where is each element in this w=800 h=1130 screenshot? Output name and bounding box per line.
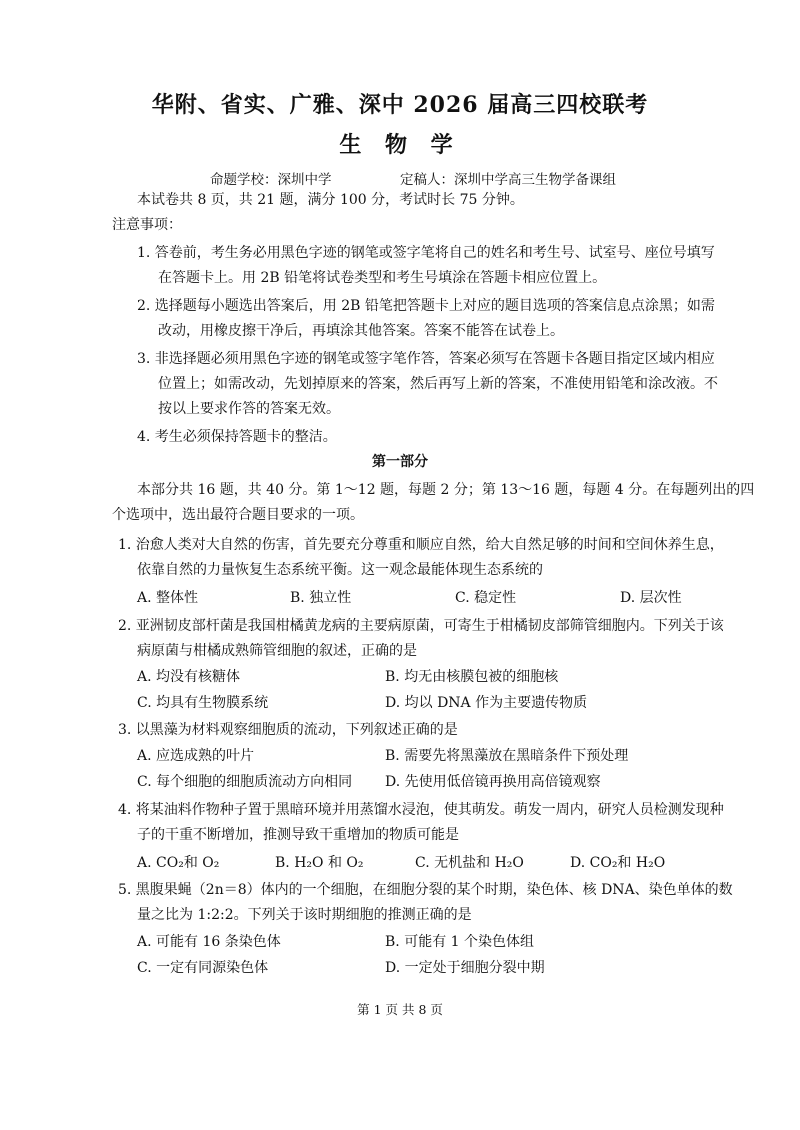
q1-option-c[interactable]: C. 稳定性 [455,590,517,606]
q1-option-a[interactable]: A. 整体性 [137,590,199,606]
exam-info: 本试卷共 8 页，共 21 题，满分 100 分，考试时长 75 分钟。 [137,192,524,208]
q5-option-d[interactable]: D. 一定处于细胞分裂中期 [385,960,545,976]
question-2-line1: 2. 亚洲韧皮部杆菌是我国柑橘黄龙病的主要病原菌，可寄生于柑橘韧皮部筛管细胞内。下列关于该 [118,618,724,634]
notice-4-line1: 4. 考生必须保持答题卡的整洁。 [137,429,337,445]
q3-option-a[interactable]: A. 应选成熟的叶片 [137,748,255,764]
q4-option-b[interactable]: B. H₂O 和 O₂ [275,855,364,871]
notice-2-line2: 改动，用橡皮擦干净后，再填涂其他答案。答案不能答在试卷上。 [158,323,564,339]
section-heading: 第一部分 [372,454,428,470]
q4-option-d[interactable]: D. CO₂和 H₂O [570,855,666,871]
question-4-line2: 子的干重不断增加，推测导致干重增加的物质可能是 [137,827,459,843]
q3-option-d[interactable]: D. 先使用低倍镜再换用高倍镜观察 [385,774,601,790]
section-desc-line2: 个选项中，选出最符合题目要求的一项。 [112,507,364,523]
q3-option-c[interactable]: C. 每个细胞的细胞质流动方向相同 [137,774,353,790]
notice-3-line2: 位置上；如需改动，先划掉原来的答案，然后再写上新的答案，不准使用铅笔和涂改液。不 [158,376,718,392]
notice-1-line2: 在答题卡上。用 2B 铅笔将试卷类型和考生号填涂在答题卡相应位置上。 [158,270,607,286]
finalizer: 定稿人：深圳中学高三生物学备课组 [400,172,616,188]
question-5-line2: 量之比为 1:2:2。下列关于该时期细胞的推测正确的是 [137,907,472,923]
q1-option-d[interactable]: D. 层次性 [620,590,682,606]
notice-3-line3: 按以上要求作答的答案无效。 [158,401,340,417]
author-school: 命题学校：深圳中学 [210,172,332,188]
question-2-line2: 病原菌与柑橘成熟筛管细胞的叙述，正确的是 [137,643,417,659]
exam-title: 华附、省实、广雅、深中 2026 届高三四校联考 [151,92,649,118]
q4-option-a[interactable]: A. CO₂和 O₂ [137,855,220,871]
subject-title: 生 物 学 [339,132,461,158]
q2-option-d[interactable]: D. 均以 DNA 作为主要遗传物质 [385,695,588,711]
q1-option-b[interactable]: B. 独立性 [290,590,352,606]
notice-2-line1: 2. 选择题每小题选出答案后，用 2B 铅笔把答题卡上对应的题目选项的答案信息点涂黑；如需 [137,298,715,314]
notice-heading: 注意事项： [112,217,182,233]
question-5-line1: 5. 黑腹果蝇（2n＝8）体内的一个细胞，在细胞分裂的某个时期，染色体、核 DNA、染色单体的数 [118,882,733,898]
page-footer: 第 1 页 共 8 页 [357,1002,443,1017]
q2-option-a[interactable]: A. 均没有核糖体 [137,669,241,685]
q5-option-b[interactable]: B. 可能有 1 个染色体组 [385,934,534,950]
q5-option-c[interactable]: C. 一定有同源染色体 [137,960,269,976]
question-3-line1: 3. 以黑藻为材料观察细胞质的流动，下列叙述正确的是 [118,722,458,738]
q2-option-c[interactable]: C. 均具有生物膜系统 [137,695,269,711]
notice-3-line1: 3. 非选择题必须用黑色字迹的钢笔或签字笔作答，答案必须写在答题卡各题目指定区域内相应 [137,351,715,367]
notice-1-line1: 1. 答卷前，考生务必用黑色字迹的钢笔或签字笔将自己的姓名和考生号、试室号、座位号填写 [137,245,715,261]
question-1-line2: 依靠自然的力量恢复生态系统平衡。这一观念最能体现生态系统的 [137,562,543,578]
question-1-line1: 1. 治愈人类对大自然的伤害，首先要充分尊重和顺应自然，给大自然足够的时间和空间休养生息， [118,537,724,553]
section-desc-line1: 本部分共 16 题，共 40 分。第 1～12 题，每题 2 分；第 13～16 题，每题 4 分。在每题列出的四 [137,482,755,498]
q3-option-b[interactable]: B. 需要先将黑藻放在黑暗条件下预处理 [385,748,629,764]
q4-option-c[interactable]: C. 无机盐和 H₂O [415,855,524,871]
question-4-line1: 4. 将某油料作物种子置于黑暗环境并用蒸馏水浸泡，使其萌发。萌发一周内，研究人员检测发现种 [118,802,724,818]
q5-option-a[interactable]: A. 可能有 16 条染色体 [137,934,281,950]
q2-option-b[interactable]: B. 均无由核膜包被的细胞核 [385,669,559,685]
